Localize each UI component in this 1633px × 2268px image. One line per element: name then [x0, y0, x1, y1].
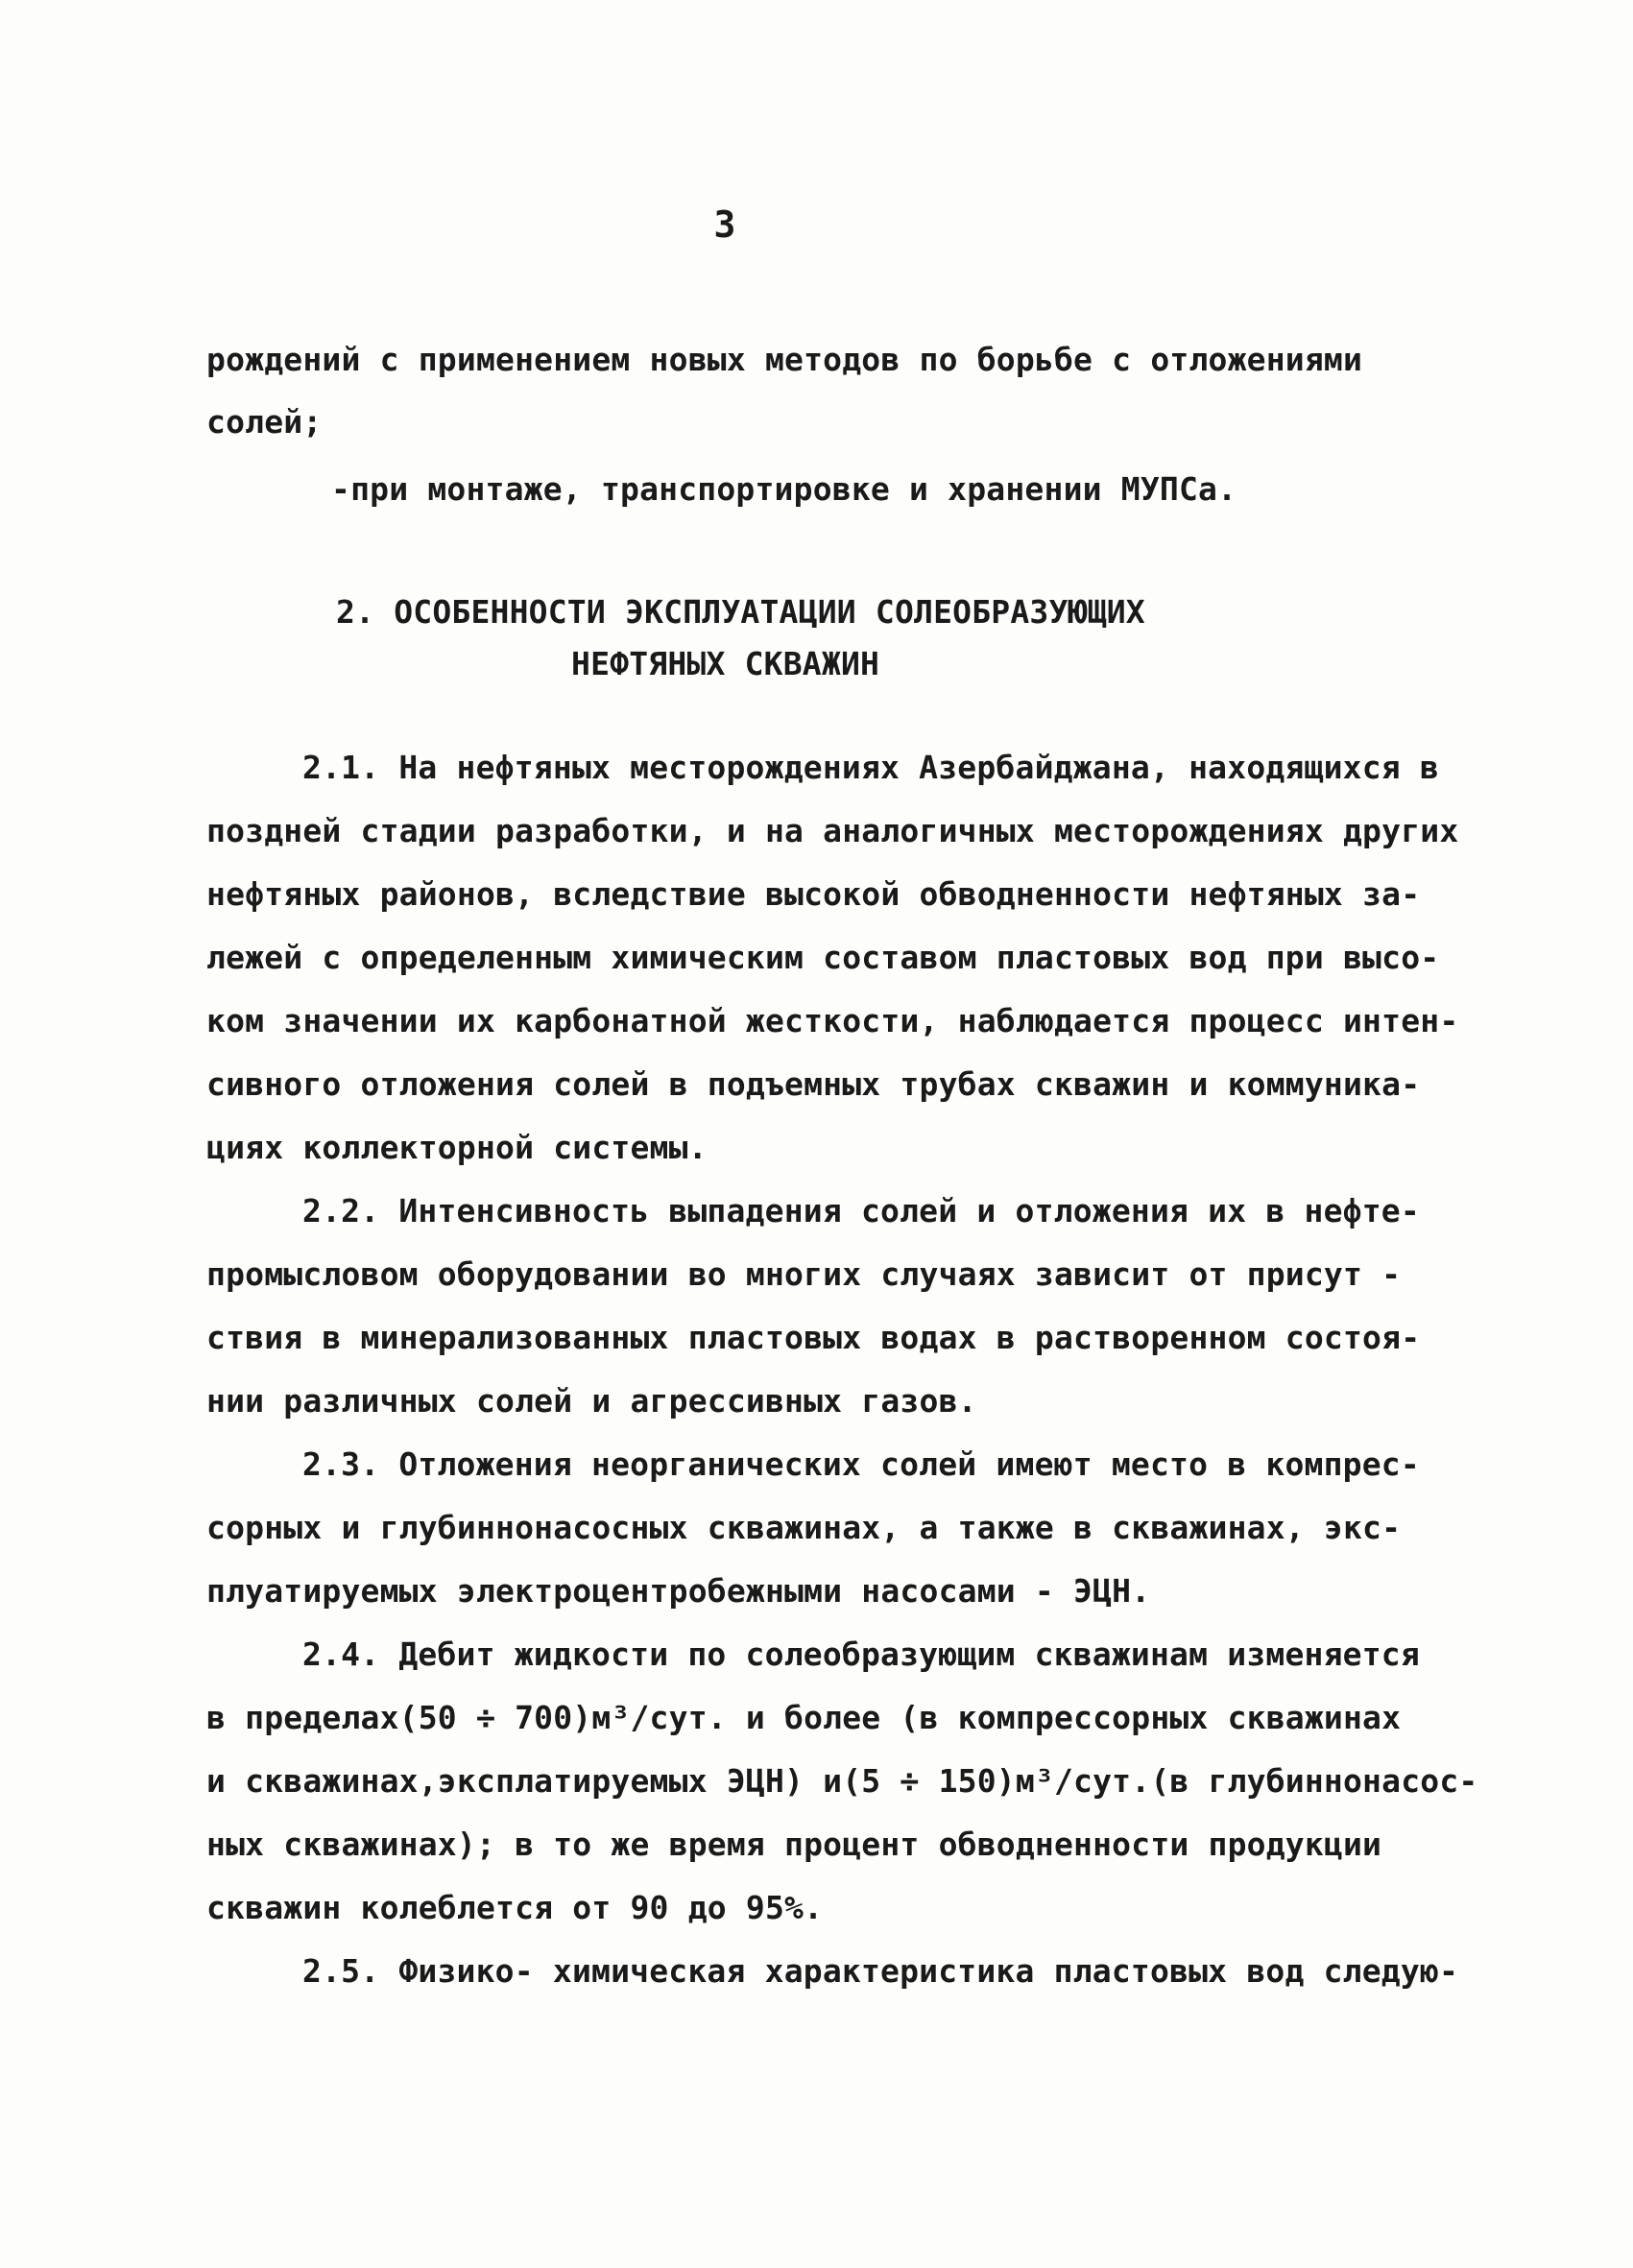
intro-line: солей;: [206, 403, 323, 441]
paragraph-2-1-line: поздней стадии разработки, и на аналогичных месторождениях других: [206, 812, 1459, 849]
paragraph-2-2-line: ствия в минерализованных пластовых водах в растворенном состоя-: [206, 1319, 1421, 1356]
page-number: 3: [713, 203, 736, 246]
intro-line: -при монтаже, транспортировке и хранении МУПСа.: [331, 470, 1237, 508]
paragraph-2-5-line: 2.5. Физико- химическая характеристика пластовых вод следую-: [302, 1952, 1459, 1990]
paragraph-2-4-line: скважин колеблется от 90 до 95%.: [206, 1889, 824, 1926]
paragraph-2-4-line: 2.4. Дебит жидкости по солеобразующим скважинам изменяется: [302, 1635, 1420, 1673]
paragraph-2-1-line: 2.1. На нефтяных месторождениях Азербайджана, находящихся в: [302, 749, 1439, 786]
intro-line: рождений с применением новых методов по борьбе с отложениями: [206, 341, 1363, 378]
paragraph-2-1-line: нефтяных районов, вследствие высокой обводненности нефтяных за-: [206, 875, 1421, 913]
paragraph-2-1-line: лежей с определенным химическим составом пластовых вод при высо-: [206, 939, 1440, 976]
paragraph-2-2-line: нии различных солей и агрессивных газов.: [206, 1382, 977, 1420]
paragraph-2-4-line: и скважинах,эксплатируемых ЭЦН) и(5 ÷ 150)м³/сут.(в глубиннонасос-: [206, 1762, 1478, 1800]
paragraph-2-4-line: в пределах(50 ÷ 700)м³/сут. и более (в компрессорных скважинах: [206, 1699, 1402, 1736]
paragraph-2-4-line: ных скважинах); в то же время процент обводненности продукции: [206, 1826, 1382, 1863]
paragraph-2-3-line: плуатируемых электроцентробежными насосами - ЭЦН.: [206, 1572, 1151, 1610]
paragraph-2-1-line: циях коллекторной системы.: [206, 1129, 708, 1166]
paragraph-2-1-line: сивного отложения солей в подъемных трубах скважин и коммуника-: [206, 1065, 1421, 1103]
paragraph-2-3-line: 2.3. Отложения неорганических солей имеют место в компрес-: [302, 1445, 1420, 1483]
paragraph-2-2-line: 2.2. Интенсивность выпадения солей и отложения их в нефте-: [302, 1192, 1420, 1229]
paragraph-2-1-line: ком значении их карбонатной жесткости, наблюдается процесс интен-: [206, 1002, 1459, 1039]
section-heading-line: 2. ОСОБЕННОСТИ ЭКСПЛУАТАЦИИ СОЛЕОБРАЗУЮЩИХ: [336, 593, 1145, 631]
section-heading-line: НЕФТЯНЫХ СКВАЖИН: [571, 645, 880, 682]
paragraph-2-3-line: сорных и глубиннонасосных скважинах, а также в скважинах, экс-: [206, 1509, 1402, 1546]
paragraph-2-2-line: промысловом оборудовании во многих случаях зависит от присут -: [206, 1255, 1402, 1293]
